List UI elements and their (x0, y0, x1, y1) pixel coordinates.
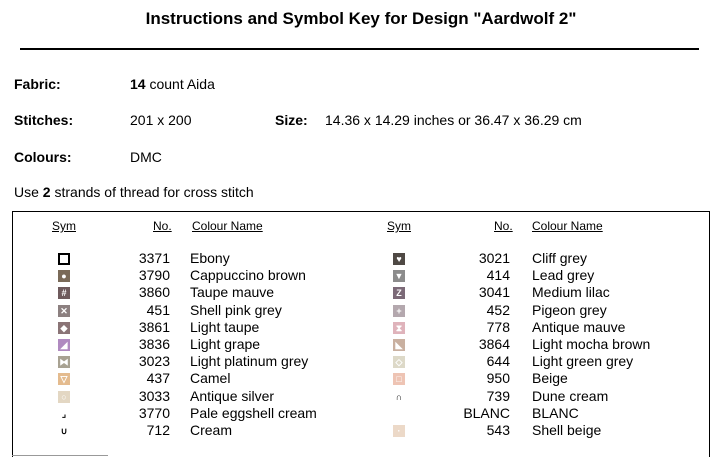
right-row-number: 739 (486, 387, 510, 404)
page-title: Instructions and Symbol Key for Design "Aardwolf 2" (145, 9, 577, 28)
left-row-number: 3836 (138, 336, 170, 352)
left-header-name: Colour Name (192, 219, 263, 233)
left-row-colour-name: Light grape (190, 336, 261, 352)
right-row-number: 950 (486, 370, 510, 387)
colours-label: Colours: (14, 149, 72, 165)
left-row-number: 3371 (138, 250, 170, 266)
left-row-number: 3023 (138, 353, 170, 370)
right-row-symbol-icon: ∩ (393, 391, 405, 403)
left-row-symbol-icon: ◆ (58, 322, 70, 334)
left-row-colour-name: Light taupe (190, 318, 260, 335)
right-row-symbol-icon (393, 408, 405, 420)
fabric-value (130, 76, 215, 92)
right-row-colour-name: Lead grey (532, 267, 595, 284)
left-row-colour-name: Cappuccino brown (190, 267, 306, 284)
right-row-symbol-icon: + (393, 305, 405, 317)
left-row-symbol-icon: ⌟ (58, 408, 70, 420)
right-header-name: Colour Name (532, 219, 603, 233)
left-header-no: No. (153, 219, 172, 233)
left-row-number: 3770 (138, 404, 170, 421)
left-row-number: 451 (146, 301, 170, 318)
left-row-colour-name: Shell pink grey (190, 301, 282, 318)
right-row-colour-name: Beige (532, 370, 568, 387)
right-row-colour-name: Pigeon grey (532, 301, 607, 318)
size-label: Size: (275, 112, 308, 128)
right-row-colour-name: Light green grey (532, 353, 634, 370)
left-row-symbol-icon: # (58, 287, 70, 299)
right-row-number: 452 (486, 301, 510, 318)
right-row-number: 543 (486, 422, 510, 438)
size-value: 14.36 x 14.29 inches or 36.47 x 36.29 cm (325, 112, 582, 128)
stitches-value: 201 x 200 (130, 112, 192, 128)
left-row-symbol-icon: ∪ (58, 425, 70, 437)
left-row-colour-name: Light platinum grey (190, 353, 309, 370)
fabric-label: Fabric: (14, 76, 61, 92)
instruction-strands: 2 (42, 184, 51, 200)
right-header-sym: Sym (387, 219, 411, 233)
right-row-symbol-icon: ♥ (393, 253, 405, 265)
title-divider (20, 48, 699, 50)
left-row-colour-name: Pale eggshell cream (190, 404, 317, 421)
right-header-no: No. (494, 219, 513, 233)
left-row-number: 3860 (138, 284, 170, 301)
right-row-symbol-icon: ◣ (393, 339, 405, 351)
colours-value: DMC (130, 149, 162, 165)
left-row-colour-name: Cream (190, 422, 233, 438)
left-row-number: 3861 (138, 318, 170, 335)
left-row-symbol-icon: ⧓ (59, 357, 69, 368)
right-row-colour-name: Shell beige (532, 422, 602, 438)
right-row-colour-name: Antique mauve (532, 318, 626, 335)
left-row-colour-name: Antique silver (190, 387, 275, 404)
footer-line (12, 455, 108, 456)
instruction-post: strands of thread for cross stitch (50, 184, 254, 200)
right-row-symbol-icon: □ (393, 373, 405, 385)
left-row-number: 437 (146, 370, 170, 387)
left-row-colour-name: Taupe mauve (190, 284, 275, 301)
right-row-colour-name: Medium lilac (532, 284, 610, 301)
right-row-number: 414 (486, 267, 510, 284)
left-row-colour-name: Camel (190, 370, 231, 387)
left-row-symbol-icon: ✕ (58, 305, 70, 317)
right-row-symbol-icon: ▼ (394, 271, 404, 282)
left-row-number: 3790 (138, 267, 170, 284)
right-row-colour-name: Dune cream (532, 387, 609, 404)
left-row-symbol-icon: ◢ (58, 339, 70, 351)
right-row-symbol-icon: ⧗ (393, 322, 405, 334)
fabric-type: count Aida (145, 76, 215, 92)
right-row-symbol-icon: ◇ (393, 356, 405, 368)
right-row-number: 3041 (478, 284, 510, 301)
right-row-symbol-icon: Z (393, 287, 405, 299)
left-row-colour-name: Ebony (190, 250, 230, 266)
right-row-symbol-icon: · (393, 425, 405, 437)
fabric-count: 14 (130, 76, 146, 92)
right-row-number: 3864 (478, 336, 510, 352)
right-row-number: 778 (486, 318, 510, 335)
right-row-number: 3021 (478, 250, 510, 266)
left-header-sym: Sym (52, 219, 76, 233)
left-row-symbol-icon: ● (58, 270, 70, 282)
instruction-pre: Use (14, 184, 43, 200)
instruction-text (14, 184, 254, 200)
right-row-colour-name: Light mocha brown (532, 336, 651, 352)
right-row-colour-name: Cliff grey (532, 250, 587, 266)
right-row-colour-name: BLANC (532, 404, 579, 421)
left-row-symbol-icon: ▽ (58, 373, 70, 385)
left-row-number: 3033 (138, 387, 170, 404)
left-row-symbol-icon (58, 253, 70, 265)
right-row-number: 644 (486, 353, 510, 370)
left-row-symbol-icon: ○ (58, 391, 70, 403)
right-row-number: BLANC (463, 404, 510, 421)
stitches-label: Stitches: (14, 112, 74, 128)
left-row-number: 712 (146, 422, 170, 438)
